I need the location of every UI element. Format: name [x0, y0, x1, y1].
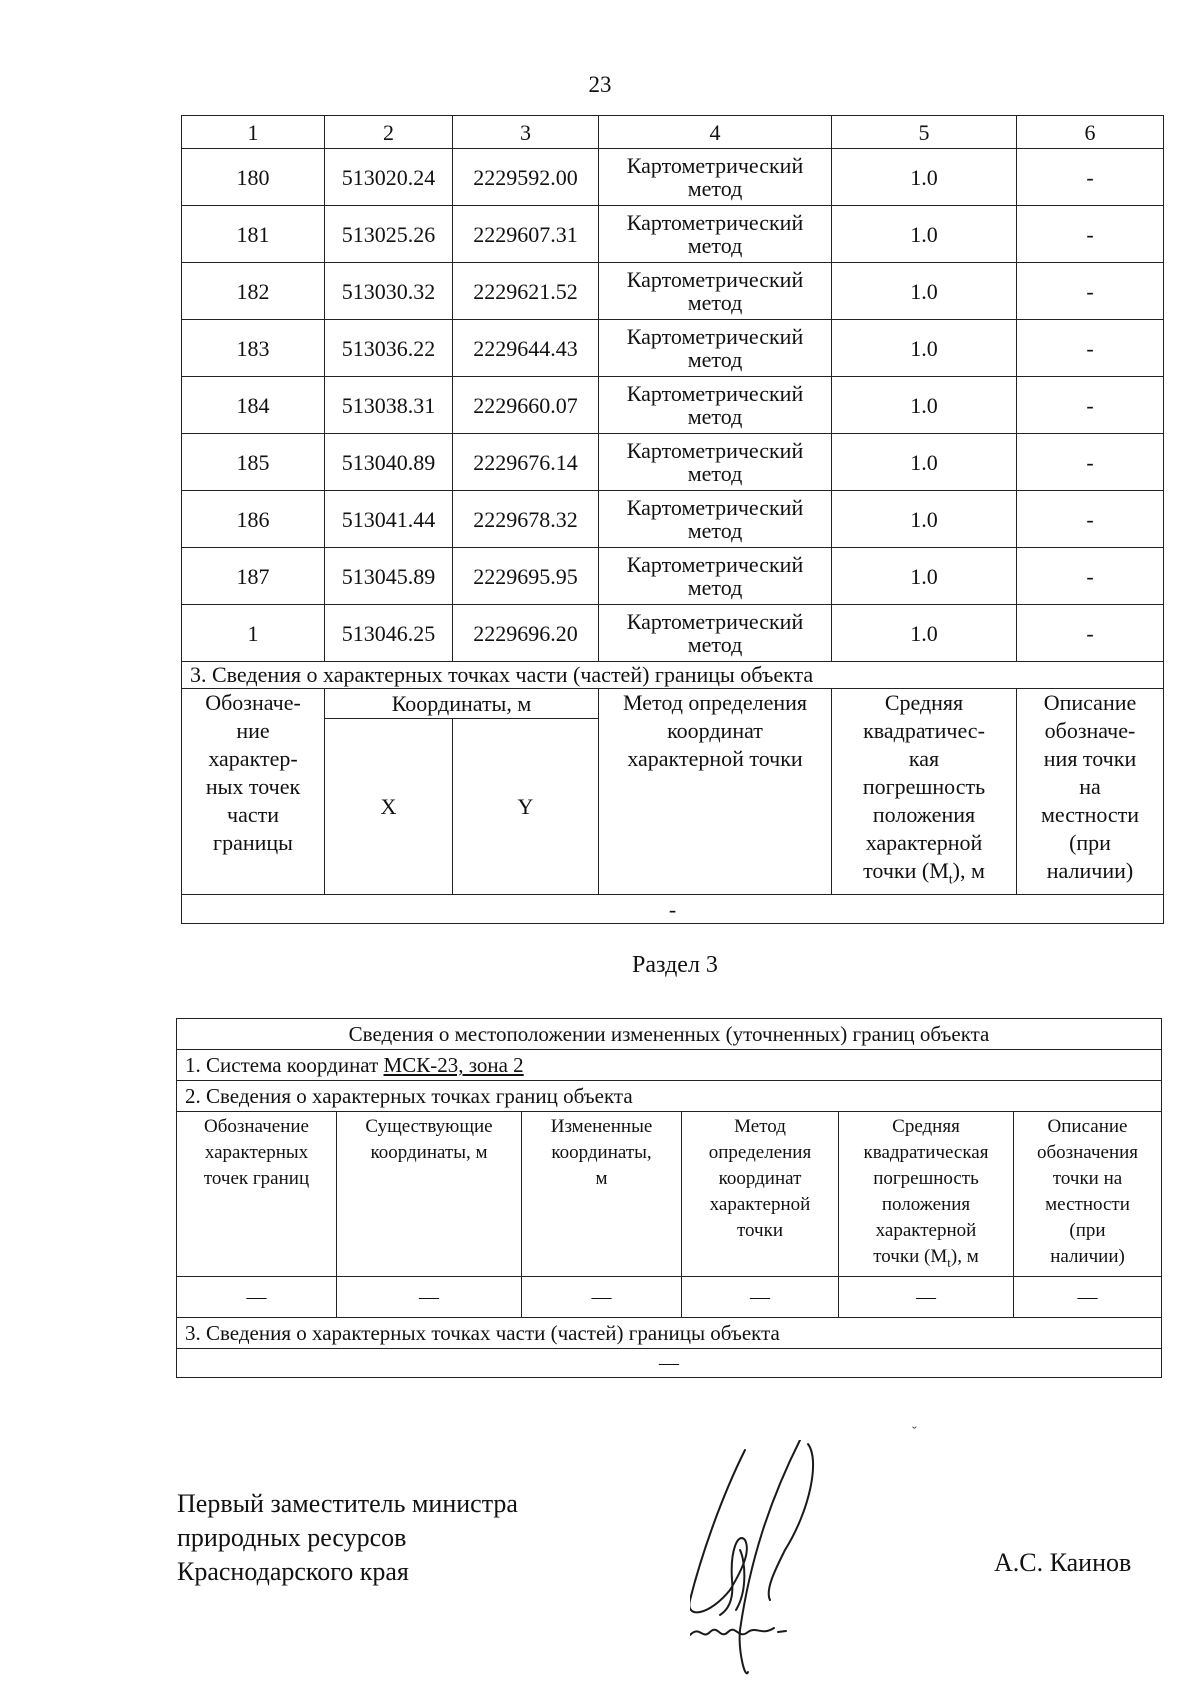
parts-section-title: 3. Сведения о характерных точках части (частей) границы объекта [182, 662, 1164, 689]
dash-cell: — [177, 1276, 337, 1317]
accuracy: 1.0 [832, 548, 1017, 605]
table-row [182, 434, 1164, 491]
parts-title: 3. Сведения о характерных точках части (частей) границы объекта [177, 1317, 1162, 1348]
point-id: 1 [182, 605, 325, 662]
x-coordinate: 513020.24 [325, 149, 453, 206]
column-number: 1 [182, 116, 325, 149]
method: Картометрический метод [599, 605, 832, 662]
description: - [1017, 320, 1164, 377]
coord-system-value: МСК-23, зона 2 [383, 1053, 524, 1077]
x-coordinate: 513045.89 [325, 548, 453, 605]
changed-coords-header: Измененные координаты, м [522, 1112, 682, 1277]
table-row [182, 149, 1164, 206]
description: - [1017, 206, 1164, 263]
description: - [1017, 377, 1164, 434]
signatory-position: Первый заместитель министра природных ресурсов Краснодарского края [177, 1489, 518, 1586]
existing-coords-header: Существующие координаты, м [337, 1112, 522, 1277]
x-coordinate: 513040.89 [325, 434, 453, 491]
accuracy-header: Средняя квадратичес- кая погрешность положения характерной точки $(M_t)$, м [832, 689, 1017, 895]
table-row [182, 548, 1164, 605]
x-coordinate: 513025.26 [325, 206, 453, 263]
accuracy: 1.0 [832, 434, 1017, 491]
table2-title-row [177, 1019, 1162, 1050]
boundary-points-table [181, 115, 1164, 924]
dash-cell: — [1014, 1276, 1162, 1317]
method: Картометрический метод [599, 548, 832, 605]
table-row [182, 491, 1164, 548]
table2-header-row [177, 1112, 1162, 1277]
parts-title-row [177, 1317, 1162, 1348]
y-coordinate: 2229676.14 [453, 434, 599, 491]
dash-cell: — [522, 1276, 682, 1317]
y-coordinate: 2229644.43 [453, 320, 599, 377]
y-coordinate: 2229678.32 [453, 491, 599, 548]
y-coordinate: 2229607.31 [453, 206, 599, 263]
point-id: 182 [182, 263, 325, 320]
y-header: Y [453, 719, 599, 895]
points-title: 2. Сведения о характерных точках границ объекта [177, 1081, 1162, 1112]
section-title: Раздел 3 [632, 952, 718, 978]
page-number: 23 [588, 72, 612, 97]
x-coordinate: 513036.22 [325, 320, 453, 377]
x-coordinate: 513041.44 [325, 491, 453, 548]
parts-empty-value: - [182, 895, 1164, 924]
description: - [1017, 548, 1164, 605]
x-coordinate: 513030.32 [325, 263, 453, 320]
point-id: 183 [182, 320, 325, 377]
column-number: 2 [325, 116, 453, 149]
description-header: Описание обозначе- ния точки на местности (при наличии) [1017, 689, 1164, 895]
method: Картометрический метод [599, 320, 832, 377]
accuracy: 1.0 [832, 149, 1017, 206]
parts-value-row [177, 1348, 1162, 1377]
scan-mark-icon: ˇ [912, 1425, 917, 1440]
method: Картометрический метод [599, 149, 832, 206]
table-row [182, 377, 1164, 434]
description: - [1017, 149, 1164, 206]
column-number-row [182, 116, 1164, 149]
y-coordinate: 2229660.07 [453, 377, 599, 434]
column-number: 6 [1017, 116, 1164, 149]
column-number: 5 [832, 116, 1017, 149]
description: - [1017, 605, 1164, 662]
y-coordinate: 2229696.20 [453, 605, 599, 662]
point-designation-header: Обозначе- ние характер- ных точек части границы [182, 689, 325, 895]
method-header: Метод определения координат характерной точки [682, 1112, 839, 1277]
dash-cell: — [839, 1276, 1014, 1317]
changed-boundaries-table [176, 1018, 1162, 1378]
accuracy: 1.0 [832, 263, 1017, 320]
dash-cell: — [337, 1276, 522, 1317]
table-row [182, 320, 1164, 377]
description-header: Описание обозначения точки на местности (при наличии) [1014, 1112, 1162, 1277]
y-coordinate: 2229621.52 [453, 263, 599, 320]
coord-system: 1. Система координат МСК-23, зона 2 [177, 1050, 1162, 1081]
point-id: 184 [182, 377, 325, 434]
table2-dash-row [177, 1276, 1162, 1317]
parts-header-row [182, 689, 1164, 719]
table-row [182, 206, 1164, 263]
x-coordinate: 513046.25 [325, 605, 453, 662]
description: - [1017, 491, 1164, 548]
method: Картометрический метод [599, 434, 832, 491]
accuracy: 1.0 [832, 320, 1017, 377]
coord-system-row [177, 1050, 1162, 1081]
parts-value: — [177, 1348, 1162, 1377]
method: Картометрический метод [599, 206, 832, 263]
y-coordinate: 2229592.00 [453, 149, 599, 206]
point-id: 181 [182, 206, 325, 263]
column-number: 4 [599, 116, 832, 149]
accuracy: 1.0 [832, 605, 1017, 662]
column-number: 3 [453, 116, 599, 149]
point-id: 180 [182, 149, 325, 206]
parts-section-row [182, 662, 1164, 689]
x-coordinate: 513038.31 [325, 377, 453, 434]
table2-title: Сведения о местоположении измененных (уточненных) границ объекта [177, 1019, 1162, 1050]
coordinates-header: Координаты, м [325, 689, 599, 719]
points-title-row [177, 1081, 1162, 1112]
method-header: Метод определения координат характерной точки [599, 689, 832, 895]
dash-cell: — [682, 1276, 839, 1317]
y-coordinate: 2229695.95 [453, 548, 599, 605]
x-header: X [325, 719, 453, 895]
method: Картометрический метод [599, 491, 832, 548]
accuracy: 1.0 [832, 206, 1017, 263]
description: - [1017, 434, 1164, 491]
table-row [182, 263, 1164, 320]
signatory-name: А.С. Каинов [994, 1548, 1132, 1577]
method: Картометрический метод [599, 263, 832, 320]
handwritten-signature [690, 1440, 850, 1680]
designation-header: Обозначение характерных точек границ [177, 1112, 337, 1277]
accuracy: 1.0 [832, 491, 1017, 548]
parts-empty-row [182, 895, 1164, 924]
point-id: 187 [182, 548, 325, 605]
point-id: 186 [182, 491, 325, 548]
accuracy: 1.0 [832, 377, 1017, 434]
point-id: 185 [182, 434, 325, 491]
description: - [1017, 263, 1164, 320]
table-row [182, 605, 1164, 662]
method: Картометрический метод [599, 377, 832, 434]
accuracy-header: Средняя квадратическая погрешность положения характерной точки $(M_t)$, м [839, 1112, 1014, 1277]
